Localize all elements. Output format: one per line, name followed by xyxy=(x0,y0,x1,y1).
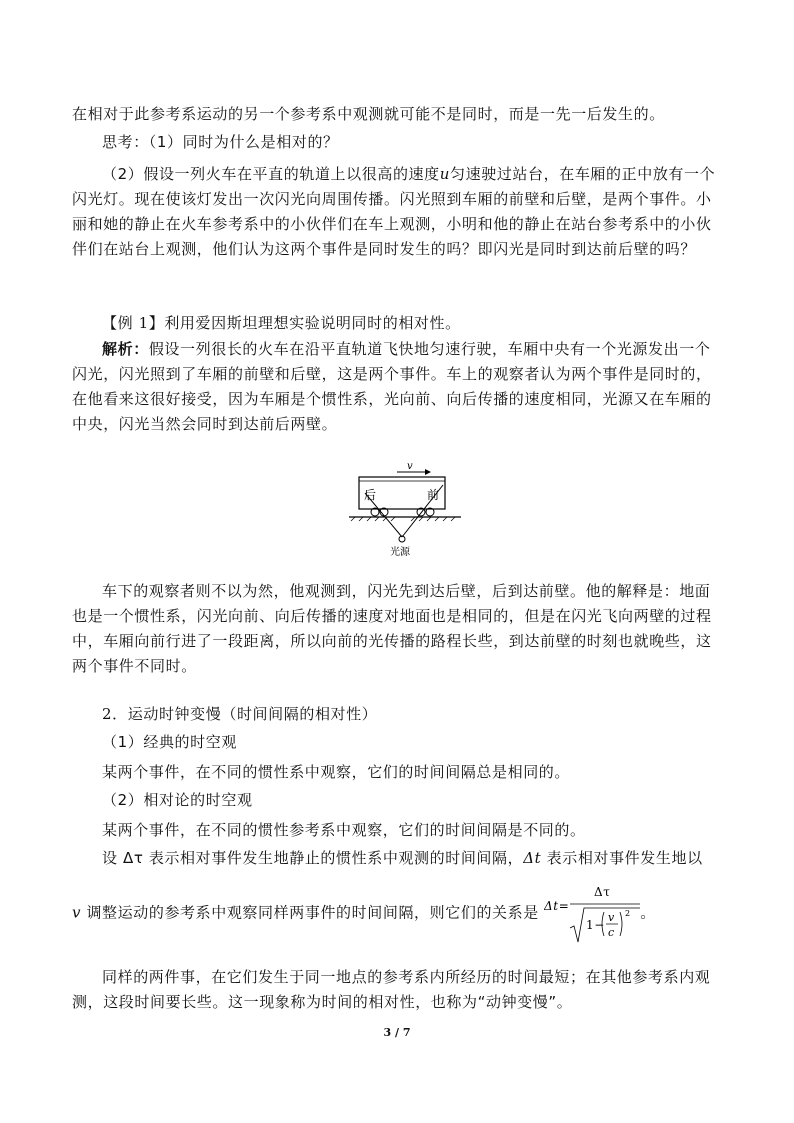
formula-exponent: 2 xyxy=(625,909,631,918)
formula-one-minus: 1− xyxy=(586,918,606,932)
paragraph-continuation xyxy=(72,102,722,127)
text: 同样的两件事，在它们发生于同一地点的参考系内所经历的时间最短；在其他参考系内观测，这段时间要长些。这一现象称为时间的相对性，也称为“动钟变慢”。 xyxy=(72,968,711,1011)
final-paragraph xyxy=(72,965,722,1015)
velocity-symbol: v xyxy=(72,903,82,922)
think-question-1 xyxy=(72,130,722,155)
text: （1）经典的时空观 xyxy=(102,733,237,751)
section-heading-2 xyxy=(72,702,722,727)
analysis-paragraph xyxy=(72,337,722,437)
formula-numerator: Δτ xyxy=(594,885,611,899)
front-wall-label: 前 xyxy=(427,488,440,502)
example-text: 利用爱因斯坦理想实验说明同时的相对性。 xyxy=(164,314,461,332)
text: 2．运动时钟变慢（时间间隔的相对性） xyxy=(102,705,378,723)
light-source-label: 光源 xyxy=(390,547,410,558)
delta-t-symbol: Δt xyxy=(523,849,542,867)
train-light-diagram xyxy=(345,457,465,567)
time-dilation-formula-line xyxy=(72,880,722,946)
light-ray-rear xyxy=(365,493,402,537)
velocity-symbol: u xyxy=(439,165,451,183)
text: 思考：（1）同时为什么是相对的？ xyxy=(102,133,339,151)
example-1 xyxy=(72,311,722,336)
ground-observer-paragraph xyxy=(72,579,722,679)
formula-v: v xyxy=(608,911,616,924)
text: 某两个事件，在不同的惯性系中观察，它们的时间间隔总是相同的。 xyxy=(102,763,571,781)
time-dilation-paragraph xyxy=(72,846,722,871)
subheading-relativity xyxy=(72,788,722,813)
page-number-text: 3 / 7 xyxy=(383,1026,411,1039)
example-label: 【例 1】 xyxy=(102,314,165,332)
rear-wall-label: 后 xyxy=(364,488,377,502)
text: 在相对于此参考系运动的另一个参考系中观测就可能不是同时，而是一先一后发生的。 xyxy=(72,105,665,123)
time-dilation-formula xyxy=(544,880,656,946)
text: （2）相对论的时空观 xyxy=(102,791,253,809)
text: 匀速驶过站台，在车厢的正中放有一个闪光灯。现在使该灯发出一次闪光向周围传播。闪光照到车厢的前壁和后壁，是两个事件。小丽和她的静止在火车参考系中的小伙伴们在车上观测，小明和他的静止在站台参考系中的小伙伴们在站台上观测，他们认为这两个事件是同时发生的吗？即闪光是同时到达前后壁的吗？ xyxy=(72,165,716,258)
classic-paragraph xyxy=(72,760,722,785)
text: 某两个事件，在不同的惯性参考系中观察，它们的时间间隔是不同的。 xyxy=(102,821,586,839)
light-ray-front xyxy=(402,485,443,537)
think-question-2 xyxy=(72,162,722,262)
right-paren xyxy=(620,912,622,936)
text: 。 xyxy=(640,903,656,922)
analysis-label: 解析： xyxy=(102,340,149,358)
formula-c: c xyxy=(608,926,615,939)
formula-graphic xyxy=(544,880,640,946)
text: 车下的观察者则不以为然，他观测到，闪光先到达后壁，后到达前壁。他的解释是：地面也是一个惯性系，闪光向前、向后传播的速度对地面也是相同的，但是在闪光飞向两壁的过程中，车厢向前行进了一段距离，所以向前的光传播的路程长些，到达前壁的时刻也就晚些，这两个事件不同时。 xyxy=(72,582,712,675)
formula-lhs: Δt= xyxy=(544,899,570,913)
relativity-paragraph xyxy=(72,818,722,843)
text: 调整运动的参考系中观察同样两事件的时间间隔，则它们的关系是 xyxy=(81,903,539,922)
page-number xyxy=(0,1026,794,1039)
text: 假设一列很长的火车在沿平直轨道飞快地匀速行驶，车厢中央有一个光源发出一个闪光，闪光照到了车厢的前壁和后壁，这是两个事件。车上的观察者认为两个事件是同时的，在他看来这很好接受，因为车厢是个惯性系，光向前、向后传播的速度相同，光源又在车厢的中央，闪光当然会同时到达前后两壁。 xyxy=(72,340,712,433)
subheading-classic xyxy=(72,730,722,755)
velocity-label: v xyxy=(407,461,413,472)
text: 设 Δτ 表示相对事件发生地静止的惯性系中观测的时间间隔， xyxy=(102,849,524,867)
velocity-arrowhead xyxy=(425,469,431,475)
text: 表示相对事件发生地以 xyxy=(541,849,703,867)
text: （2）假设一列火车在平直的轨道上以很高的速度 xyxy=(102,165,440,183)
